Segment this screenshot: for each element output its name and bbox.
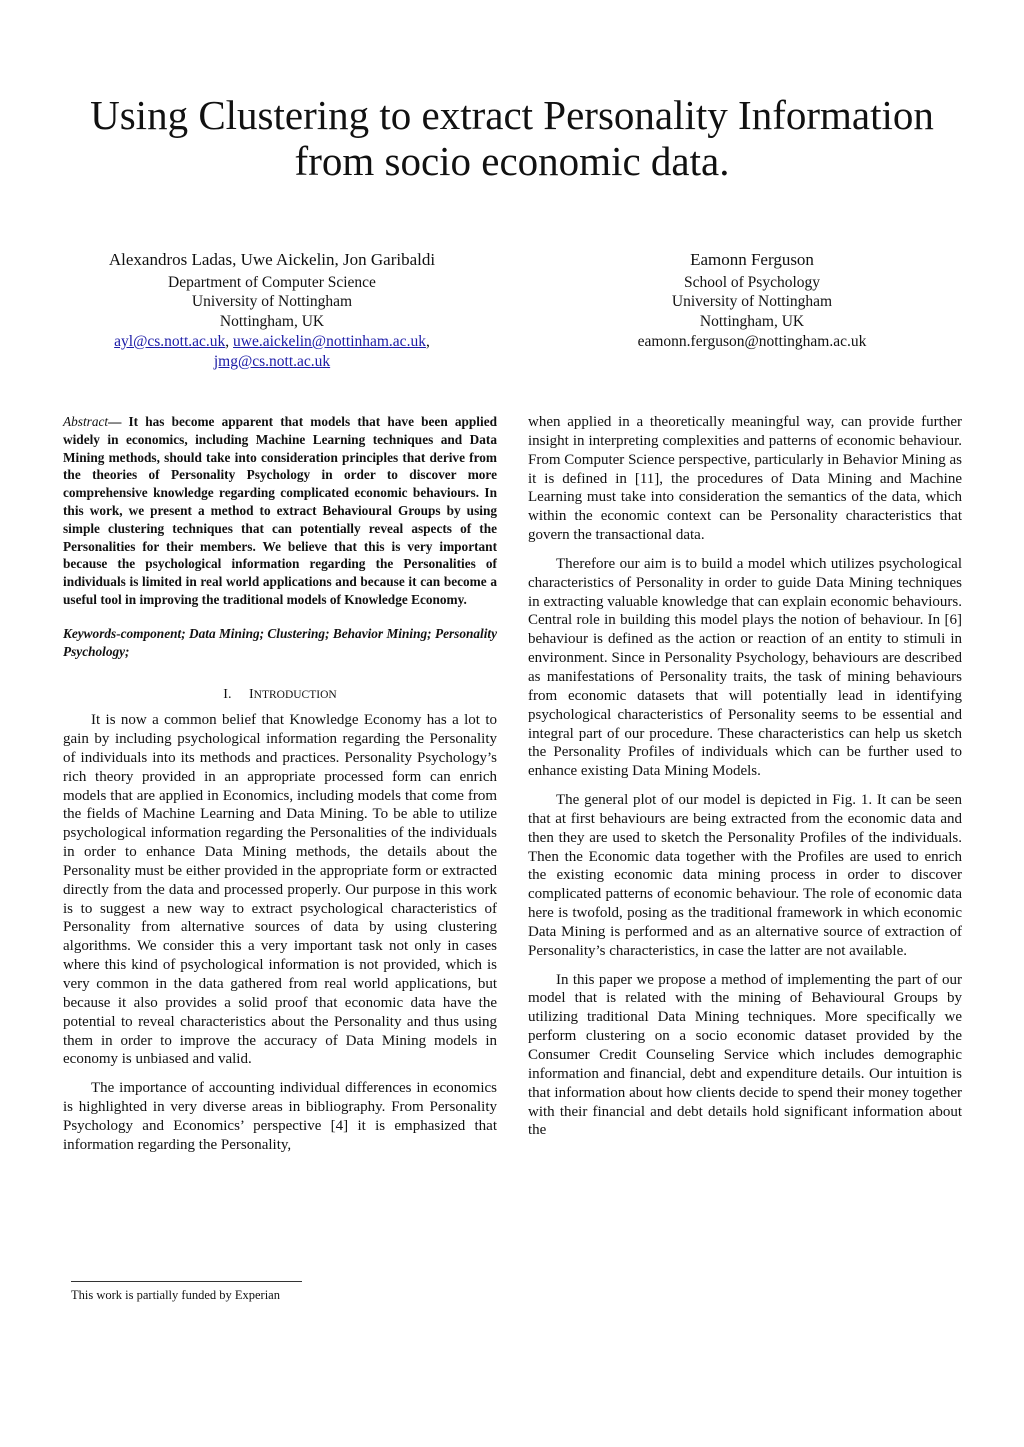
paragraph: It is now a common belief that Knowledge Economy has a lot to gain by including psychological information regarding the Personality of individuals into its methods and practices. Personality Psychology’s rich theory provided in an appropriate processed form can enrich models that are applied in Economics, including models that come from the fields of Machine Learning and Data Mining. To be able to utilize psychological information regarding the Personalities of the individuals in order to enhance Data Mining methods, the details about the Personality must be either provided in the appropriate form or extracted directly from the data and processed properly. Our purpose in this work is to suggest a new way to extract psychological characteristics of Personality from alternative sources of data by using clustering algorithms. We consider this a very important task not only in cases where this kind of psychological information is not provided, which is very common in the data gathered from real world applications, but because it also provides a solid proof that economic data have the potential to reveal characteristics about the Personality and thus using them in order to improve the accuracy of Data Mining models in economy is unbiased and valid. <box>63 712 497 1068</box>
author-email: eamonn.ferguson@nottingham.ac.uk <box>637 332 867 350</box>
paragraph: The general plot of our model is depicted in Fig. 1. It can be seen that at first behaviours are being extracted from the economic data and then they are used to sketch the Personality Profiles of the individuals. Then the Economic data together with the Profiles are used to enrich the existing economic data mining process in order to discover complicated patterns of economic behaviour. The role of economic data here is twofold, posing as the traditional framework in which economic Data Mining is performed and as an alternative source of extraction of Personality’s characteristics, in case the latter are not available. <box>528 792 962 959</box>
abstract-label: Abstract <box>63 414 109 429</box>
email-link[interactable]: ayl@cs.nott.ac.uk <box>114 332 226 350</box>
footnote-rule <box>71 1281 302 1282</box>
section-heading <box>63 686 497 705</box>
abstract <box>63 413 497 609</box>
email-link[interactable]: uwe.aickelin@nottinham.ac.uk <box>233 332 426 350</box>
affiliation-univ: University of Nottingham <box>671 293 833 311</box>
author-names: Eamonn Ferguson <box>690 250 814 269</box>
paragraph: Therefore our aim is to build a model which utilizes psychological characteristics of Personality in order to guide Data Mining techniques in extracting valuable knowledge that can explain economic behaviours. Central role in building this model plays the notion of behaviour. In [6] behaviour is defined as the action or reaction of an entity to stimuli in environment. Since in Personality Psychology, behaviours are described as manifestations of Personality traits, the task of mining behaviours from economic datasets that will potentially lead in identifying psychological characteristics of Personality seems to be essential and integral part of our procedure. These characteristics can help us sketch the Personality Profiles of individuals which can be further used to enhance existing Data Mining Models. <box>528 555 962 780</box>
author-block-2 <box>552 250 952 352</box>
affiliation-location: Nottingham, UK <box>699 313 805 331</box>
section-title-initial: I <box>248 687 254 703</box>
section-title-rest: NTRODUCTION <box>253 689 337 702</box>
title-line: Using Clustering to extract Personality Information <box>90 92 934 138</box>
section-number: I. <box>223 687 232 703</box>
title-line: from socio economic data. <box>294 138 730 184</box>
paragraph: In this paper we propose a method of implementing the part of our model that is related with the mining of Behavioural Groups by utilizing traditional Data Mining techniques. More specifically we perform clustering on a socio economic dataset provided by the Consumer Credit Counseling Service which includes demographic information and financial, debt and expenditure details. Our intuition is that information about how clients decide to spend their money together with their financial and debt details hold significant information about the <box>528 971 962 1139</box>
paragraph: The importance of accounting individual differences in economics is highlighted in very diverse areas in bibliography. From Personality Psychology and Economics’ perspective [4] it is emphasized that information regarding the Personality, <box>63 1080 497 1153</box>
affiliation-dept: Department of Computer Science <box>168 273 376 291</box>
footnote: This work is partially funded by Experian <box>71 1288 280 1302</box>
author-block-1: Alexandros Ladas, Uwe Aickelin, Jon Garibaldi Department of Computer Science University of Nottingham Nottingham, UK ayl@cs.nott.ac.uk, uwe.aickelin@nottinham.ac.uk, jmg@cs.nott.ac.uk <box>72 250 472 371</box>
affiliation-univ: University of Nottingham <box>191 293 353 311</box>
author-names: Alexandros Ladas, Uwe Aickelin, Jon Garibaldi <box>108 250 436 269</box>
affiliation-dept: School of Psychology <box>683 273 821 291</box>
paper-title <box>0 92 1024 184</box>
left-column <box>63 413 497 1155</box>
email-link[interactable]: jmg@cs.nott.ac.uk <box>213 352 331 370</box>
paragraph: when applied in a theoretically meaningful way, can provide further insight in interpreting complexities and patterns of economic behaviour. From Computer Science perspective, particularly in Behavior Mining as it is defined in [11], the procedures of Data Mining and Machine Learning must take into consideration the semantics of the data, which within the economic context can be Personality characteristics that govern the transactional data. <box>528 414 962 544</box>
abstract-text: — It has become apparent that models that have been applied widely in economics, including Machine Learning techniques and Data Mining methods, should take into consideration principles that derive from the theories of Personality Psychology in order to discover more comprehensive knowledge regarding complicated economic behaviours. In this work, we present a method to extract Behavioural Groups by using simple clustering techniques that can potentially reveal aspects of the Personalities for their members. We believe that this is very important because the psychological information regarding the Personalities of individuals is limited in real world applications and because it can become a useful tool in improving the traditional models of Knowledge Economy. <box>63 414 497 607</box>
affiliation-location: Nottingham, UK <box>219 313 325 331</box>
right-column <box>528 413 962 1140</box>
keywords: Keywords-component; Data Mining; Clustering; Behavior Mining; Personality Psychology; <box>63 625 497 659</box>
